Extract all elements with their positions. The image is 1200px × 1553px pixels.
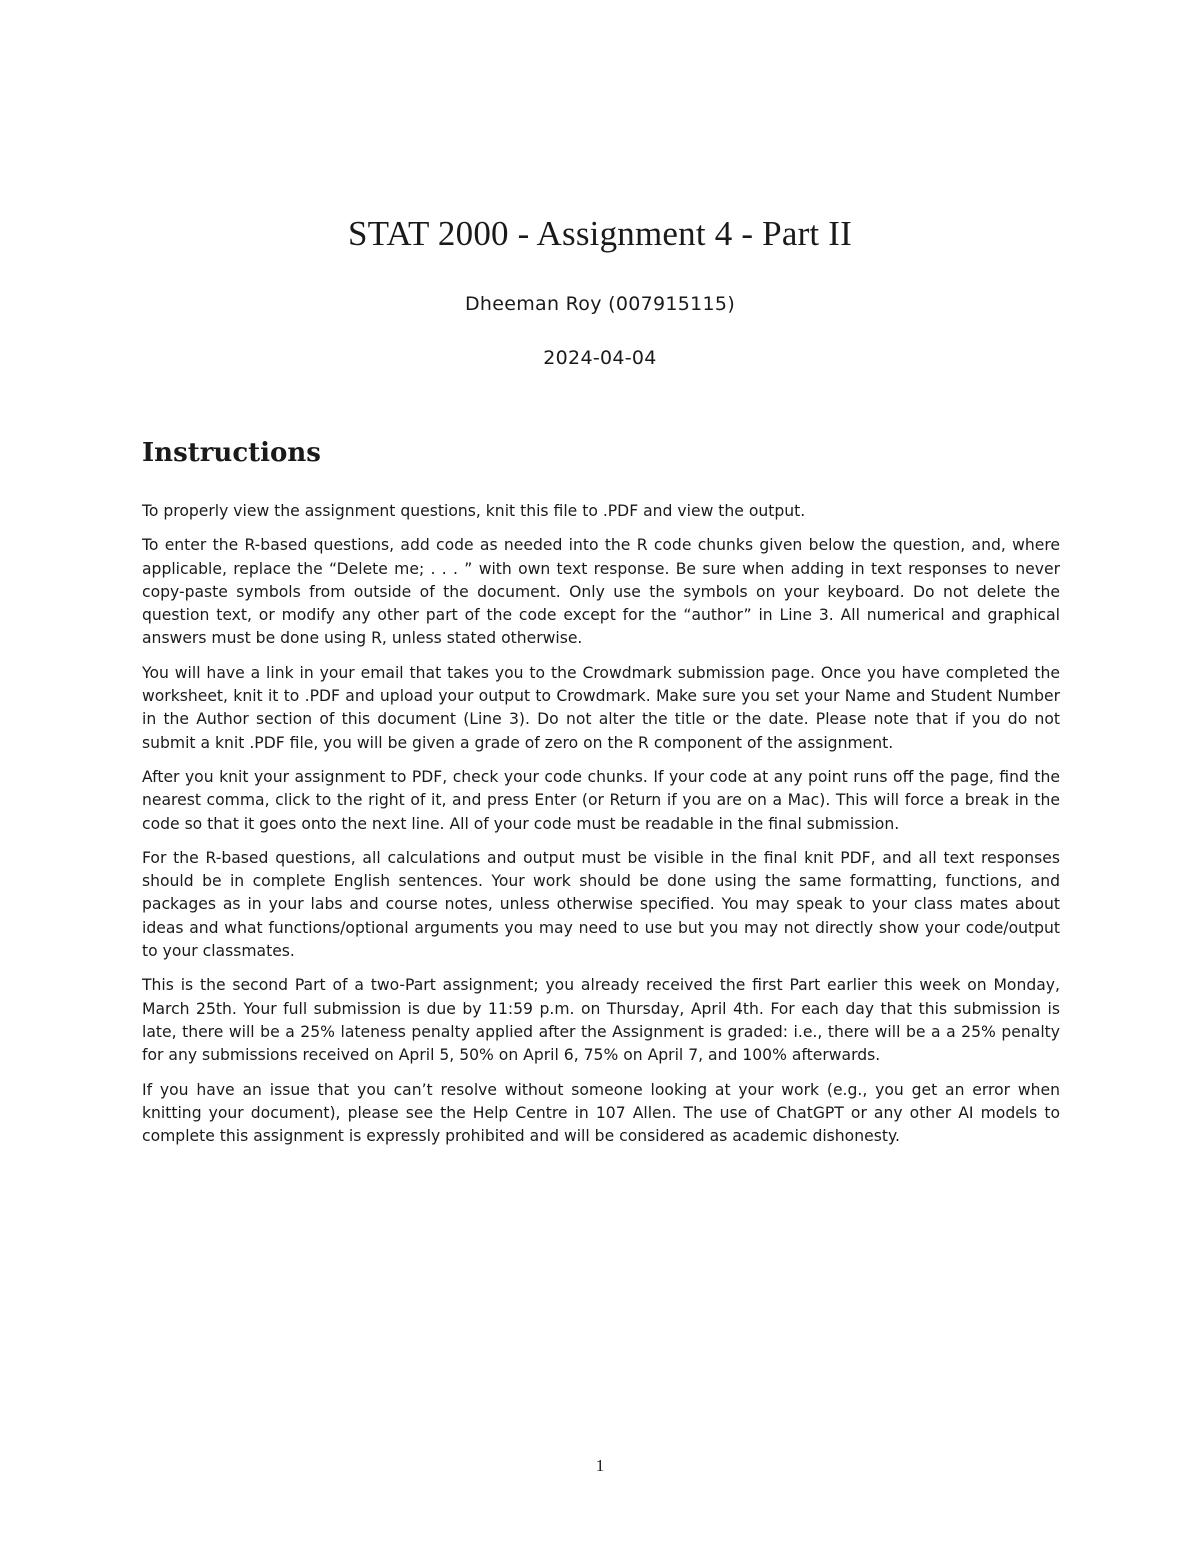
paragraph: After you knit your assignment to PDF, check your code chunks. If your code at any point runs off the page, find the nearest comma, click to the right of it, and press Enter (or Return if you are on a Mac). This will force a break in the code so that it goes onto the next line. All of your code must be readable in the final submission. [142,767,1060,833]
paragraph: To enter the R-based questions, add code as needed into the R code chunks given below the question, and, where applicable, replace the “Delete me; . . . ” with own text response. Be sure when adding in text responses to never copy-paste symbols from outside of the document. Only use the symbols on your keyboard. Do not delete the question text, or modify any other part of the code except for the “author” in Line 3. All numerical and graphical answers must be done using R, unless stated otherwise. [142,536,1060,648]
paragraph: You will have a link in your email that takes you to the Crowdmark submission page. Once you have completed the worksheet, knit it to .PDF and upload your output to Crowdmark. Make sure you set your Name and Student Number in the Author section of this document (Line 3). Do not alter the title or the date. Please note that if you do not submit a knit .PDF file, you will be given a grade of zero on the R component of the assignment. [142,663,1060,752]
section-heading-instructions: Instructions [142,438,321,468]
document-title: STAT 2000 - Assignment 4 - Part II [347,214,853,253]
paragraph: For the R-based questions, all calculations and output must be visible in the final knit PDF, and all text responses should be in complete English sentences. Your work should be done using the same formatting, functions, and packages as in your labs and course notes, unless otherwise specified. You may speak to your class mates about ideas and what functions/optional arguments you may need to use but you may not directly show your code/output to your classmates. [142,848,1060,961]
document-date: 2024-04-04 [543,347,657,369]
paragraph: To properly view the assignment questions, knit this file to .PDF and view the output. [142,502,806,520]
paragraph: If you have an issue that you can’t resolve without someone looking at your work (e.g., you get an error when knitting your document), please see the Help Centre in 107 Allen. The use of ChatGPT or any other AI models to complete this assignment is expressly prohibited and will be considered as academic dishonesty. [142,1080,1060,1146]
paragraph: This is the second Part of a two-Part assignment; you already received the first Part earlier this week on Monday, March 25th. Your full submission is due by 11:59 p.m. on Thursday, April 4th. For each day that this submission is late, there will be a 25% lateness penalty applied after the Assignment is graded: i.e., there will be a a 25% penalty for any submissions received on April 5, 50% on April 6, 75% on April 7, and 100% afterwards. [142,976,1060,1065]
page-number: 1 [595,1456,605,1475]
document-author: Dheeman Roy (007915115) [464,293,736,315]
instructions-body [142,500,1060,1159]
